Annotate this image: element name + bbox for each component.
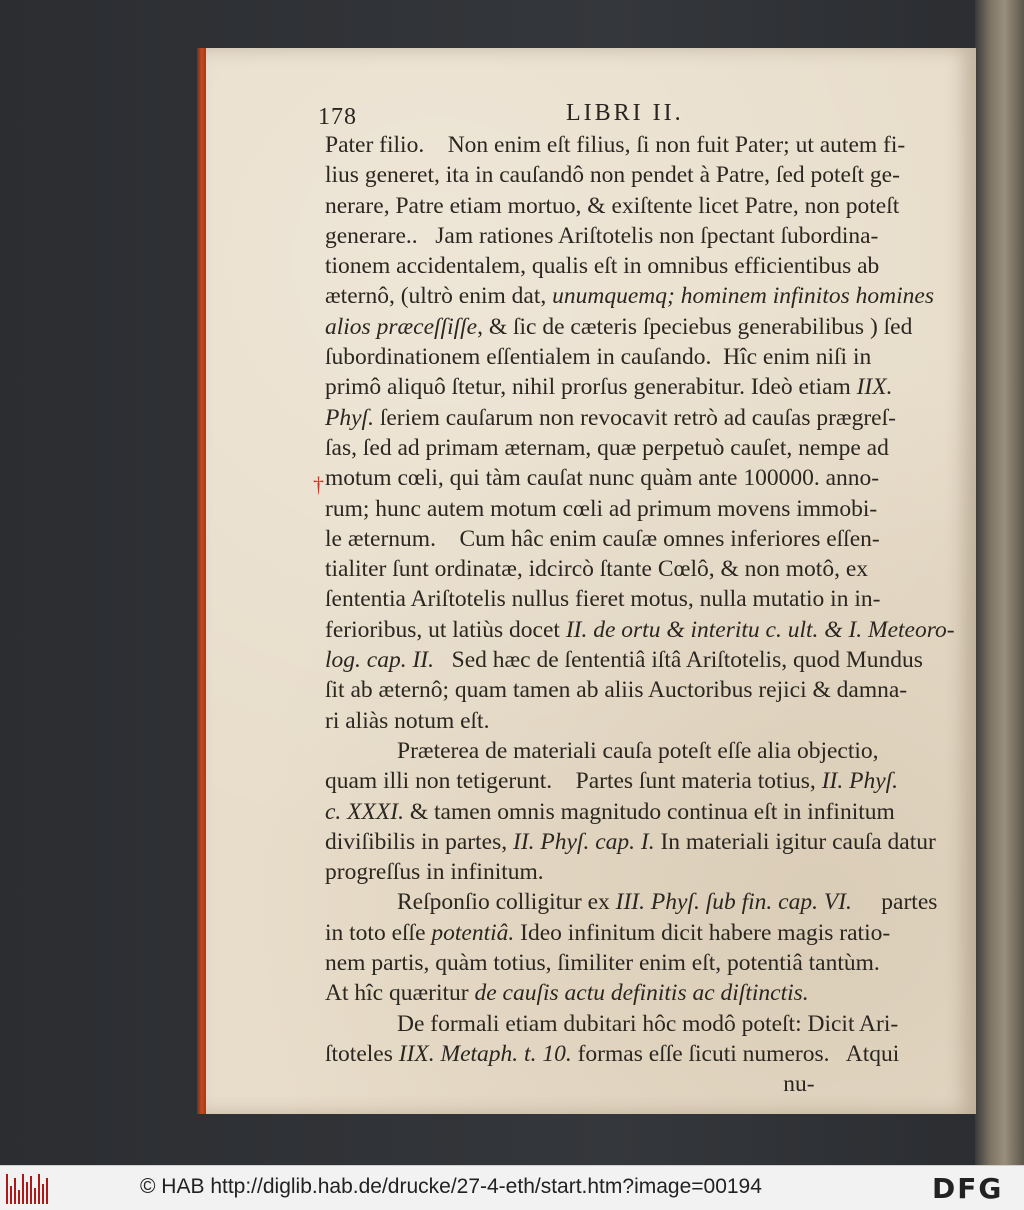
italic-reference: II. Phyſ.	[821, 768, 899, 795]
text-line	[325, 403, 940, 433]
line-text: quam illi non tetigerunt. Partes ſunt materia totius,	[325, 768, 822, 795]
text-line	[325, 1009, 940, 1039]
text-line	[325, 372, 940, 402]
text-line	[325, 857, 940, 887]
italic-reference: potentiâ.	[431, 919, 515, 946]
hab-barcode-logo-icon	[6, 1172, 48, 1204]
line-text: De formali etiam dubitari hôc modô poteſt: Dicit Ari-	[397, 1010, 899, 1037]
text-line	[325, 463, 940, 493]
text-line	[325, 191, 940, 221]
text-line	[325, 766, 940, 796]
line-text: ſtoteles	[325, 1040, 399, 1067]
text-line	[325, 524, 940, 554]
italic-reference: unumquemq; hominem infinitos homines	[552, 283, 934, 310]
text-line	[325, 281, 940, 311]
running-head: LIBRI II.	[566, 100, 684, 126]
footer-bar	[0, 1165, 1024, 1210]
italic-reference: III. Phyſ. ſub fin. cap. VI.	[615, 889, 852, 916]
italic-reference: II. de ortu & interitu c. ult. & I. Meteoro-	[565, 616, 955, 643]
text-line	[325, 312, 940, 342]
line-text: in toto eſſe	[325, 919, 432, 946]
line-text: ſit ab æternô; quam tamen ab aliis Auctoribus rejici & damna-	[325, 677, 908, 704]
footer-citation-link[interactable]: © HAB http://diglib.hab.de/drucke/27-4-eth/start.htm?image=00194	[140, 1175, 762, 1198]
line-text: æternô, (ultrò enim dat,	[325, 283, 553, 310]
page-number: 178	[318, 104, 357, 130]
line-text: ſas, ſed ad primam æternam, quæ perpetuò cauſet, nempe ad	[325, 434, 889, 461]
text-line	[325, 645, 940, 675]
adjacent-page-strip	[975, 0, 1024, 1165]
page-red-edge	[197, 48, 206, 1114]
text-line	[325, 1069, 940, 1099]
text-line	[325, 978, 940, 1008]
line-text: ſententia Ariſtotelis nullus fieret motus, nulla mutatio in in-	[325, 586, 881, 613]
line-text: progreſſus in infinitum.	[325, 859, 544, 886]
text-line	[325, 918, 940, 948]
line-text: generare.. Jam rationes Ariſtotelis non ſpectant ſubordina-	[325, 222, 879, 249]
line-text: rum; hunc autem motum cœli ad primum movens immobi-	[325, 495, 878, 522]
line-text: lius generet, ita in cauſandô non pendet à Patre, ſed poteſt ge-	[325, 162, 900, 189]
italic-reference: de cauſis actu definitis ac diſtinctis.	[474, 980, 809, 1007]
line-text: nem partis, quàm totius, ſimiliter enim eſt, potentiâ tantùm.	[325, 950, 880, 977]
line-text: primô aliquô ſtetur, nihil prorſus generabitur. Ideò etiam	[325, 374, 857, 401]
text-line	[325, 675, 940, 705]
text-line	[325, 160, 940, 190]
text-line	[325, 584, 940, 614]
line-text: diviſibilis in partes,	[325, 828, 513, 855]
page-text-block	[325, 130, 955, 1100]
line-text: ferioribus, ut latiùs docet	[325, 616, 566, 643]
italic-reference: IIX.	[856, 374, 893, 401]
line-text: formas eſſe ſicuti numeros. Atqui	[571, 1040, 900, 1067]
text-line	[325, 736, 940, 766]
text-line	[325, 827, 940, 857]
dfg-logo: DFG	[932, 1172, 1004, 1205]
text-line	[325, 706, 940, 736]
text-line	[325, 554, 940, 584]
line-text: motum cœli, qui tàm cauſat nunc quàm ante 100000. anno-	[325, 465, 880, 492]
text-line	[325, 494, 940, 524]
italic-reference: log. cap. II.	[325, 647, 434, 674]
text-line	[325, 1039, 940, 1069]
line-text: Ideo infinitum dicit habere magis ratio-	[514, 919, 891, 946]
text-line	[325, 948, 940, 978]
line-text: , & ſic de cæteris ſpeciebus generabilibus ) ſed	[477, 313, 913, 340]
italic-reference: Phyſ.	[325, 404, 374, 431]
line-text: & tamen omnis magnitudo continua eſt in infinitum	[403, 798, 895, 825]
line-text: nu-	[325, 1071, 815, 1098]
italic-reference: IIX. Metaph. t. 10.	[398, 1040, 572, 1067]
line-text: Pater filio. Non enim eſt filius, ſi non fuit Pater; ut autem fi-	[325, 132, 906, 158]
line-text: In materiali igitur cauſa datur	[654, 828, 936, 855]
line-text: ſubordinationem eſſentialem in cauſando. Hîc enim niſi in	[325, 344, 872, 371]
italic-reference: alios præceſſiſſe	[325, 313, 478, 340]
line-text: tialiter ſunt ordinatæ, idcircò ſtante Cœlô, & non motô, ex	[325, 556, 869, 583]
text-line	[325, 433, 940, 463]
line-text: ſeriem cauſarum non revocavit retrò ad cauſas prægreſ-	[373, 404, 896, 431]
text-line	[325, 797, 940, 827]
line-text: le æternum. Cum hâc enim cauſæ omnes inferiores eſſen-	[325, 525, 880, 552]
text-line	[325, 615, 955, 645]
italic-reference: II. Phyſ. cap. I.	[513, 828, 655, 855]
line-text: partes	[851, 889, 938, 916]
line-text: Reſponſio colligitur ex	[397, 889, 616, 916]
line-text: tionem accidentalem, qualis eſt in omnibus efficientibus ab	[325, 253, 880, 280]
text-line	[325, 887, 940, 917]
line-text: Sed hæc de ſententiâ iſtâ Ariſtotelis, quod Mundus	[434, 647, 923, 674]
line-text: ri aliàs notum eſt.	[325, 707, 490, 734]
text-line	[325, 221, 940, 251]
text-line	[325, 342, 940, 372]
italic-reference: c. XXXI.	[325, 798, 404, 825]
margin-mark: †	[313, 472, 324, 497]
text-line	[325, 130, 940, 160]
line-text: nerare, Patre etiam mortuo, & exiſtente licet Patre, non poteſt	[325, 192, 900, 219]
line-text: At hîc quæritur	[325, 980, 475, 1007]
line-text: Præterea de materiali cauſa poteſt eſſe alia objectio,	[397, 737, 879, 764]
text-line	[325, 251, 940, 281]
